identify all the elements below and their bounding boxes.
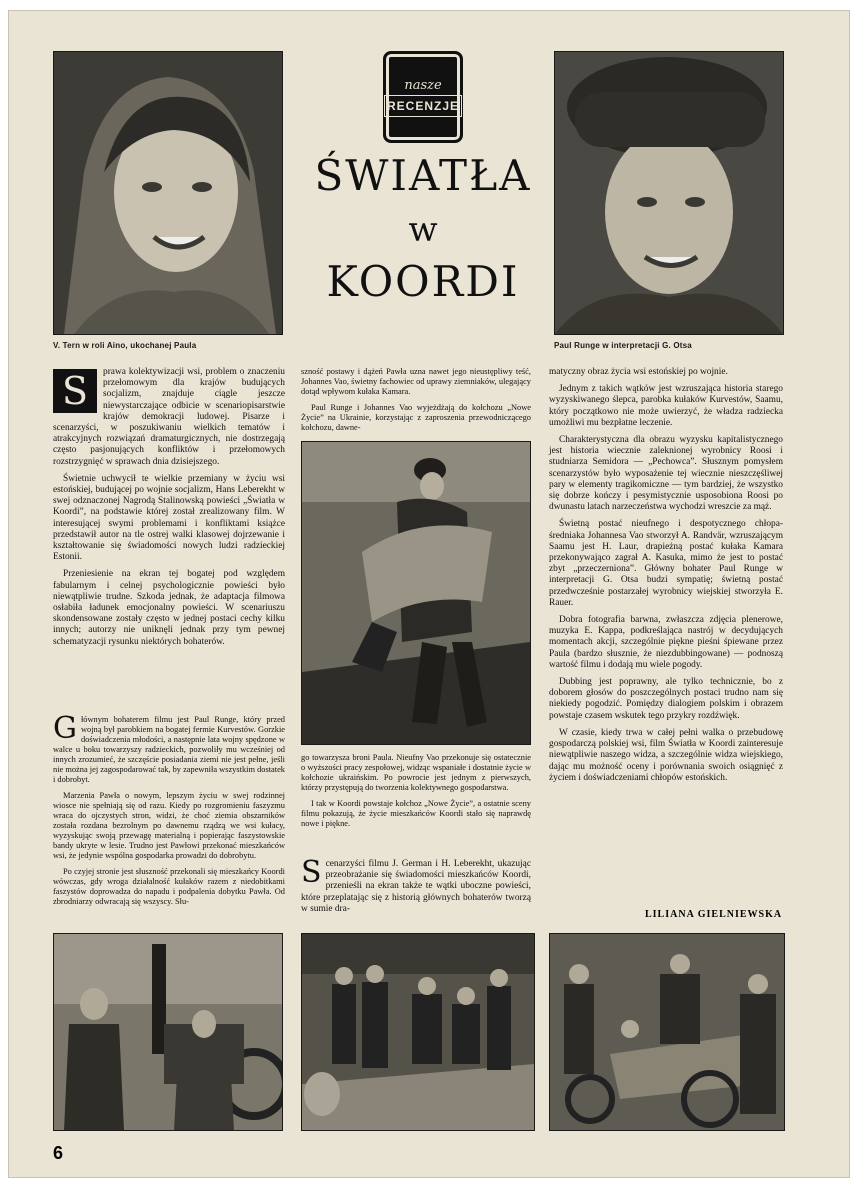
col2-bottom-paragraph bbox=[301, 855, 531, 915]
col3-paragraph-5: Dobra fotografia barwna, zwłaszcza zdjęcia plenerowe, muzyka E. Kappa, podkreślająca nastrój w decydujących momentach akcji, szczególnie piękne pieśni śpiewane przez Paula (bardzo słusznie, że niezdubbingowane) — podnoszą wartość filmu i dodają mu wiele pogody. bbox=[549, 615, 783, 670]
text-column-1 bbox=[53, 367, 285, 654]
woman-portrait-image bbox=[54, 52, 282, 334]
col2-top-paragraph-2: Paul Runge i Johannes Vao wyjeżdżają do kołchozu „Nowe Życie” na Ukrainie, korzystając z zaproszenia przewodniczącego kołchozu, dawne- bbox=[301, 403, 531, 432]
portrait-photo-paul-runge bbox=[554, 51, 784, 335]
tractor-scene-image bbox=[54, 934, 282, 1130]
col1-paragraph-1 bbox=[53, 367, 285, 468]
film-still-cart bbox=[549, 933, 785, 1131]
man-portrait-image bbox=[555, 52, 783, 334]
col1-p1-text: prawa kolektywizacji wsi, problem o znaczeniu przełomowym dla krajów budujących socjalizm, znajduje ciągle jeszcze niewystarczające odbicie w scenariopisarstwie krajów demokracji ludowej. Pisarze i scenarzyści, w poszukiwaniu wielkich tematów i atrakcyjnych rozwiązań dramaturgicznych, nie dostrzegają często pasjonujących konfliktów i przełomowych rozstrzygnięć w sprawach dnia dzisiejszego. bbox=[53, 367, 285, 467]
dropcap-s: S bbox=[53, 369, 97, 413]
col3-paragraph-4: Świetną postać nieufnego i despotycznego chłopa-średniaka Johannesa Vao stworzył A. Randvär, wzruszającym Saamu jest H. Laur, drapieżną postać kułaka Kamara przekonywająco zagrał A. Kasuka, mimo że jest to postać zbyt „przeczerniona”. Główny bohater Paul Runge w interpretacji G. Otsa budzi sympatię; świetną postać przedwcześnie postarzałej wyrobnicy wiejskiej stworzyła E. Rauer. bbox=[549, 519, 783, 608]
text-column-3 bbox=[549, 367, 783, 790]
caption-left: V. Tern w roli Aino, ukochanej Paula bbox=[53, 341, 197, 350]
col2-bottom-text: cenarzyści filmu J. German i H. Leberekht, ukazując przeobrażanie się świadomości mieszkańców Koordi, przenieśli na ekran także te wątki uboczne powieści, które przeplatając się z historią głównych bohaterów tworzą w sumie dra- bbox=[301, 859, 531, 914]
portrait-photo-aino bbox=[53, 51, 283, 335]
col2-mid-paragraph-2: I tak w Koordi powstaje kołchoz „Nowe Życie”, a ostatnie sceny filmu pokazują, że życie mieszkańców Koordi stało się naprawdę nowe i piękne. bbox=[301, 799, 531, 828]
col3-paragraph-6: Dubbing jest poprawny, ale tylko technicznie, bo z doborem głosów do poszczególnych postaci trudno nam się niekiedy pogodzić. Pomiędzy dialogiem polskim i obrazem powstaje czasem wskutek tego przykry rozdźwięk. bbox=[549, 677, 783, 721]
meeting-scene-image bbox=[302, 934, 534, 1130]
article-title-line1: ŚWIATŁA bbox=[314, 151, 532, 200]
text-column-1-lower bbox=[53, 711, 285, 913]
page-number: 6 bbox=[53, 1143, 64, 1163]
text-column-2-bottom bbox=[301, 855, 531, 921]
dropcap-s2: S bbox=[301, 855, 322, 890]
text-column-2-top bbox=[301, 367, 531, 439]
col1-p4-text: łównym bohaterem filmu jest Paul Runge, który przed wojną był parobkiem na bogatej fermie Kurvestów. Gorzkie doświadczenia młodości, a następnie lata wojny spędzone w walce u boku towarzyszy radzieckich, pozwoliły mu wcześniej od innych zrozumieć, że szczęście posiadania ziemi nie jest pełne, jeśli nie można jej zagospodarować tak, by zapewniła wszystkim dostatek i dobrobyt. bbox=[53, 715, 285, 784]
film-still-tractor bbox=[53, 933, 283, 1131]
col1-paragraph-3: Przeniesienie na ekran tej bogatej pod względem fabularnym i celnej psychologicznie powieści było niewątpliwie trudne. Szkoda jednak, że adaptacja filmowa osłabiła ładunek emocjonalny powieści. W scenariuszu skondensowane zostały często w jednej postaci cechy kilku innych; autorzy nie uniknęli jednak przy tym pewnej schematyzacji rysunku niektórych bohaterów. bbox=[53, 569, 285, 647]
article-title-line2: w bbox=[408, 210, 438, 250]
col1-paragraph-4 bbox=[53, 711, 285, 785]
col2-mid-paragraph-1: go towarzysza broni Paula. Nieufny Vao przekonuje się ostatecznie o wyższości pracy zespołowej, widząc wspaniałe i dostatnie życie w kołchozie ukraińskim. Po powrocie jest jednym z pierwszych, którzy przystępują do tworzenia kolektywnego gospodarstwa. bbox=[301, 753, 531, 792]
col2-top-paragraph-1: szność postawy i dążeń Pawła uzna nawet jego nieustępliwy teść, Johannes Vao, świetny fachowiec od uprawy ziemniaków, ulegający dotąd wpływom kułaka Kamara. bbox=[301, 367, 531, 396]
col3-paragraph-7: W czasie, kiedy trwa w całej pełni walka o przebudowę gospodarczą polskiej wsi, film Światła w Koordi zainteresuje niewątpliwie naszego widza, a szczególnie widza wiejskiego, dając mu możność oceny i porównania swoich osiągnięć z życiem i doświadczeniami chłopów estońskich. bbox=[549, 727, 783, 783]
col3-paragraph-1: matyczny obraz życia wsi estońskiej po wojnie. bbox=[549, 367, 728, 377]
reviews-logo bbox=[383, 51, 463, 143]
film-still-carry bbox=[301, 441, 531, 745]
col1-paragraph-6: Po czyjej stronie jest słuszność przekonali się mieszkańcy Koordi wówczas, gdy wroga działalność kułaków razem z niedobitkami faszystów doprowadza do napadu i podpalenia dobytku Pawła. Od zbrodniarzy odwracają się wszyscy. Słu- bbox=[53, 867, 285, 906]
magazine-page bbox=[8, 10, 850, 1178]
logo-line1: nasze bbox=[404, 77, 442, 93]
caption-right: Paul Runge w interpretacji G. Otsa bbox=[554, 341, 692, 350]
col1-paragraph-2: Świetnie uchwycił te wielkie przemiany w życiu wsi estońskiej, budującej po wojnie socjalizm, Hans Leberekht w swej odznaczonej Nagrodą Stalinowską powieści „Światła w Koordi”, na podstawie której został zrealizowany film. W interesującej swymi problemami i konfliktami książce przedstawił autor na tle ostrej walki klasowej dojrzewanie i kształtowanie się świadomości nowych ludzi radzieckiej Estonii. bbox=[53, 473, 285, 563]
dropcap-g: G bbox=[53, 711, 77, 746]
film-still-meeting bbox=[301, 933, 535, 1131]
film-still-carry-image bbox=[302, 442, 530, 744]
article-title-line3: KOORDI bbox=[326, 257, 520, 306]
col3-paragraph-3: Charakterystyczna dla obrazu wyzysku kapitalistycznego jest historia wiecznie zaleknionej wyrobnicy Roosi i studniarza Semidora — „Pechowca”. Słusznym pomysłem scenarzystów było wyposażenie tej wiecznie nieszczęśliwej pary w elementy tragikomiczne — tym bardziej, że wszystko się dobrze kończy i pesymistycznie usposobiona Roosi po dwunastu latach narzeczeństwa wychodzi wreszcie za mąż. bbox=[549, 435, 783, 513]
logo-line2: RECENZJE bbox=[384, 95, 462, 117]
title-block bbox=[295, 51, 551, 306]
col3-paragraph-2: Jednym z takich wątków jest wzruszająca historia starego wyzyskiwanego ślepca, parobka kułaków Kurvestów, Saamu, który początkowo nie może uwierzyć, że władza radziecka umożliwi mu bezpłatne leczenie. bbox=[549, 384, 783, 428]
cart-scene-image bbox=[550, 934, 784, 1130]
text-column-2-mid bbox=[301, 753, 531, 835]
author-signature: LILIANA GIELNIEWSKA bbox=[645, 909, 783, 920]
col1-paragraph-5: Marzenia Pawła o nowym, lepszym życiu w swej rodzinnej wiosce nie spełniają się od razu. Kiedy po rozgromieniu faszyzmu wraca do ojczystych stron, widzi, że choć ziemia obszarników została rozdana bezrolnym po dawnemu rządzą we wsi kułacy, wyzyskując swoją przewagę materialną i popierając faszystowskie bandy ukryte w lesie. Trudno jest Pawłowi przekonać mieszkańców wsi, że jedynie wspólna gospodarka prowadzi do dobrobytu. bbox=[53, 791, 285, 860]
